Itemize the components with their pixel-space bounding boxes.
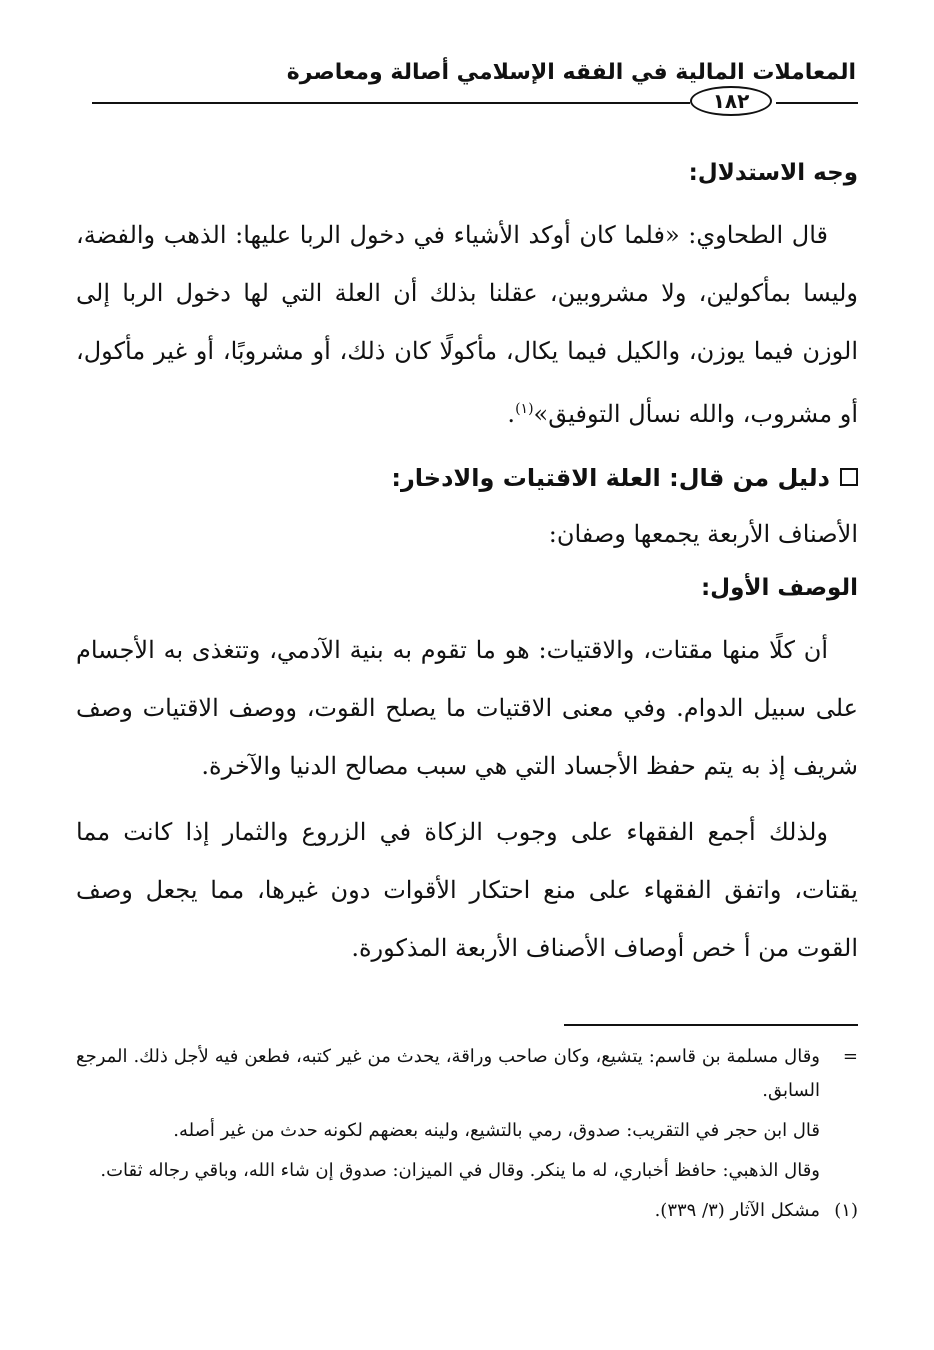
page-number: ١٨٢: [690, 86, 772, 116]
paragraph-consensus: ولذلك أجمع الفقهاء على وجوب الزكاة في الزروع والثمار إذا كانت مما يقتات، واتفق الفقهاء على منع احتكار الأقوات دون غيرها، مما يجعل وصف القوت من أ خص أوصاف الأصناف الأربعة المذكورة.: [76, 818, 858, 962]
continuation-marker: =: [842, 1046, 858, 1067]
spacer: [76, 443, 858, 451]
footnotes: [76, 1040, 858, 1234]
section-title: [76, 451, 858, 505]
footnote-continued: [76, 1040, 858, 1108]
running-title: المعاملات المالية في الفقه الإسلامي أصالة ومعاصرة: [286, 60, 856, 85]
line-two-qualities: الأصناف الأربعة يجمعها وصفان:: [548, 520, 858, 548]
heading-first-quality: الوصف الأول:: [700, 575, 858, 601]
quote-end: .: [507, 400, 516, 428]
spacer: [76, 795, 858, 803]
spacer: [76, 198, 858, 206]
footnote-ibn-hajar: قال ابن حجر في التقريب: صدوق، رمي بالتشيع، ولينه بعضهم لكونه حدث من غير أصله.: [173, 1120, 820, 1141]
section-title-text: دليل من قال: العلة الاقتيات والادخار:: [391, 464, 830, 492]
header-rule-right: [776, 102, 858, 104]
paragraph-sustenance: أن كلًا منها مقتات، والاقتيات: هو ما تقوم به بنية الآدمي، وتتغذى به الأجسام على سبيل الدوام. وفي معنى الاقتيات ما يصلح القوت، ووصف الاقتيات وصف شريف إذ به يتم حفظ الأجساد التي هي سبب مصالح الدنيا والآخرة.: [76, 636, 858, 780]
footnote-rule: [564, 1024, 858, 1026]
footnote-dhahabi: وقال الذهبي: حافظ أخباري، له ما ينكر. وقال في الميزان: صدوق إن شاء الله، وباقي رجاله ثقات.: [100, 1160, 820, 1181]
square-bullet-icon: [840, 468, 858, 486]
paragraph-tahawi-quote: [76, 206, 858, 443]
quote-text: قال الطحاوي: «فلما كان أوكد الأشياء في دخول الربا عليها: الذهب والفضة، وليسا بمأكولين، ولا مشروبين، عقلنا بذلك أن العلة التي لها دخول الربا إلى الوزن فيما يوزن، والكيل فيما يكال، مأكولًا كان ذلك، أو مشروبًا، أو غير مأكول، أو مشروب، والله نسأل التوفيق»: [76, 221, 858, 428]
footnote-1: [76, 1194, 858, 1228]
footnote-ref-1: (١): [515, 401, 534, 417]
footnote-text: وقال مسلمة بن قاسم: يتشيع، وكان صاحب وراقة، يحدث من غير كتبه، فطعن فيه لأجل ذلك. المرجع السابق.: [76, 1046, 820, 1101]
main-text: [76, 148, 858, 977]
footnote-1-marker: (١): [834, 1200, 858, 1221]
heading-inference: وجه الاستدلال:: [688, 160, 858, 186]
header-rule-left: [92, 102, 690, 104]
spacer: [76, 613, 858, 621]
footnote-1-text: مشكل الآثار (٣/ ٣٣٩).: [654, 1200, 820, 1221]
